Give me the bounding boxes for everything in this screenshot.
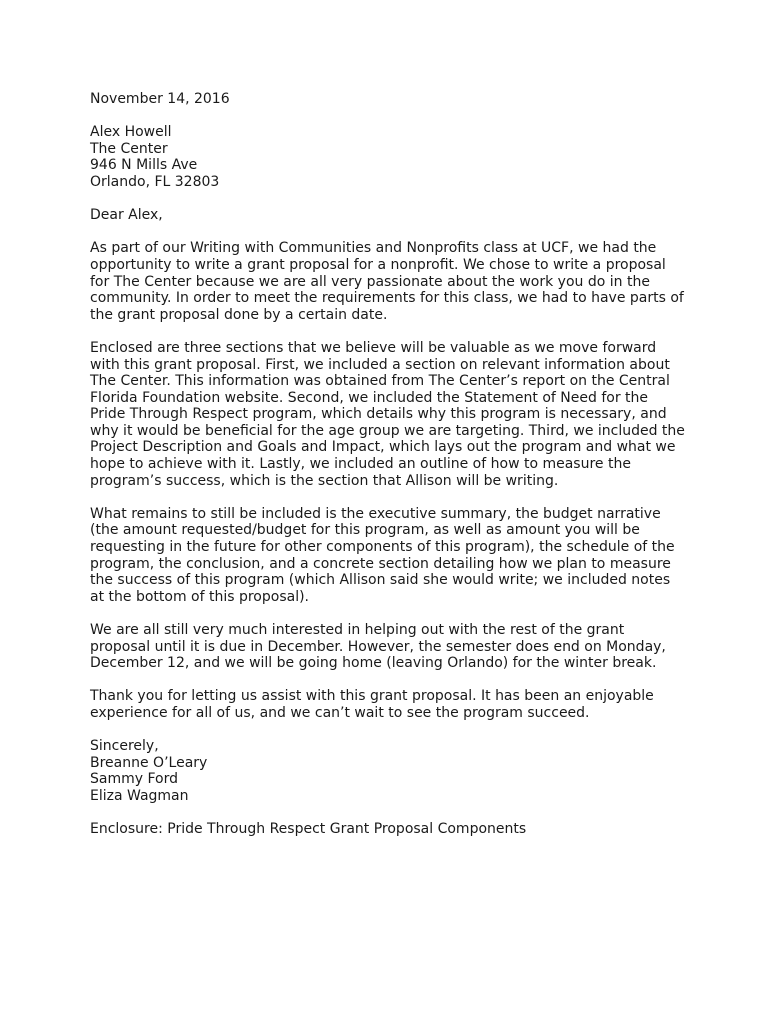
paragraph-line: Florida Foundation website. Second, we included the Statement of Need for the <box>90 389 649 406</box>
paragraph-line: Enclosed are three sections that we believe will be valuable as we move forward <box>90 339 657 356</box>
recipient-street: 946 N Mills Ave <box>90 157 198 174</box>
spacer <box>90 722 690 739</box>
paragraph-line: Project Description and Goals and Impact, which lays out the program and what we <box>90 439 676 456</box>
recipient-city: Orlando, FL 32803 <box>90 173 220 190</box>
spacer <box>90 323 690 340</box>
paragraph-5 <box>90 688 690 721</box>
spacer <box>90 108 690 125</box>
paragraph-3 <box>90 506 690 606</box>
spacer <box>90 605 690 622</box>
recipient-name: Alex Howell <box>90 124 172 141</box>
paragraph-line: program’s success, which is the section that Allison will be writing. <box>90 472 559 489</box>
spacer <box>90 224 690 241</box>
paragraph-line: experience for all of us, and we can’t wait to see the program succeed. <box>90 704 590 721</box>
paragraph-4 <box>90 622 690 672</box>
signatory-name: Breanne O’Leary <box>90 754 208 771</box>
signatory-name: Sammy Ford <box>90 771 178 788</box>
enclosure-note: Enclosure: Pride Through Respect Grant Proposal Components <box>90 821 527 838</box>
signatories <box>90 755 690 805</box>
recipient-org: The Center <box>90 140 168 157</box>
paragraph-line: for The Center because we are all very passionate about the work you do in the <box>90 273 650 290</box>
spacer <box>90 672 690 689</box>
letter-body <box>90 91 690 838</box>
paragraph-line: community. In order to meet the requirements for this class, we had to have parts of <box>90 290 684 307</box>
paragraph-line: opportunity to write a grant proposal for a nonprofit. We chose to write a proposal <box>90 256 666 273</box>
paragraph-line: December 12, and we will be going home (leaving Orlando) for the winter break. <box>90 655 657 672</box>
paragraph-line: What remains to still be included is the executive summary, the budget narrative <box>90 505 661 522</box>
paragraph-line: with this grant proposal. First, we included a section on relevant information about <box>90 356 670 373</box>
salutation: Dear Alex, <box>90 207 163 224</box>
paragraph-2 <box>90 340 690 489</box>
paragraph-line: proposal until it is due in December. However, the semester does end on Monday, <box>90 638 666 655</box>
paragraph-line: requesting in the future for other components of this program), the schedule of the <box>90 539 675 556</box>
paragraph-line: (the amount requested/budget for this program, as well as amount you will be <box>90 522 640 539</box>
paragraph-line: hope to achieve with it. Lastly, we included an outline of how to measure the <box>90 456 631 473</box>
paragraph-line: at the bottom of this proposal). <box>90 588 309 605</box>
signatory-name: Eliza Wagman <box>90 787 189 804</box>
paragraph-line: We are all still very much interested in helping out with the rest of the grant <box>90 622 625 638</box>
closing: Sincerely, <box>90 738 159 755</box>
paragraph-line: the grant proposal done by a certain date. <box>90 306 388 323</box>
paragraph-line: Pride Through Respect program, which details why this program is necessary, and <box>90 406 667 423</box>
paragraph-line: Thank you for letting us assist with this grant proposal. It has been an enjoyable <box>90 688 654 705</box>
paragraph-line: the success of this program (which Allison said she would write; we included notes <box>90 572 671 589</box>
paragraph-line: program, the conclusion, and a concrete section detailing how we plan to measure <box>90 555 671 572</box>
paragraph-line: why it would be beneficial for the age group we are targeting. Third, we included the <box>90 422 685 439</box>
paragraph-line: The Center. This information was obtained from The Center’s report on the Central <box>90 373 670 390</box>
paragraph-line: As part of our Writing with Communities and Nonprofits class at UCF, we had the <box>90 240 657 257</box>
spacer <box>90 191 690 208</box>
spacer <box>90 489 690 506</box>
recipient-address <box>90 124 690 190</box>
paragraph-1 <box>90 240 690 323</box>
spacer <box>90 805 690 822</box>
letter-date: November 14, 2016 <box>90 91 230 107</box>
